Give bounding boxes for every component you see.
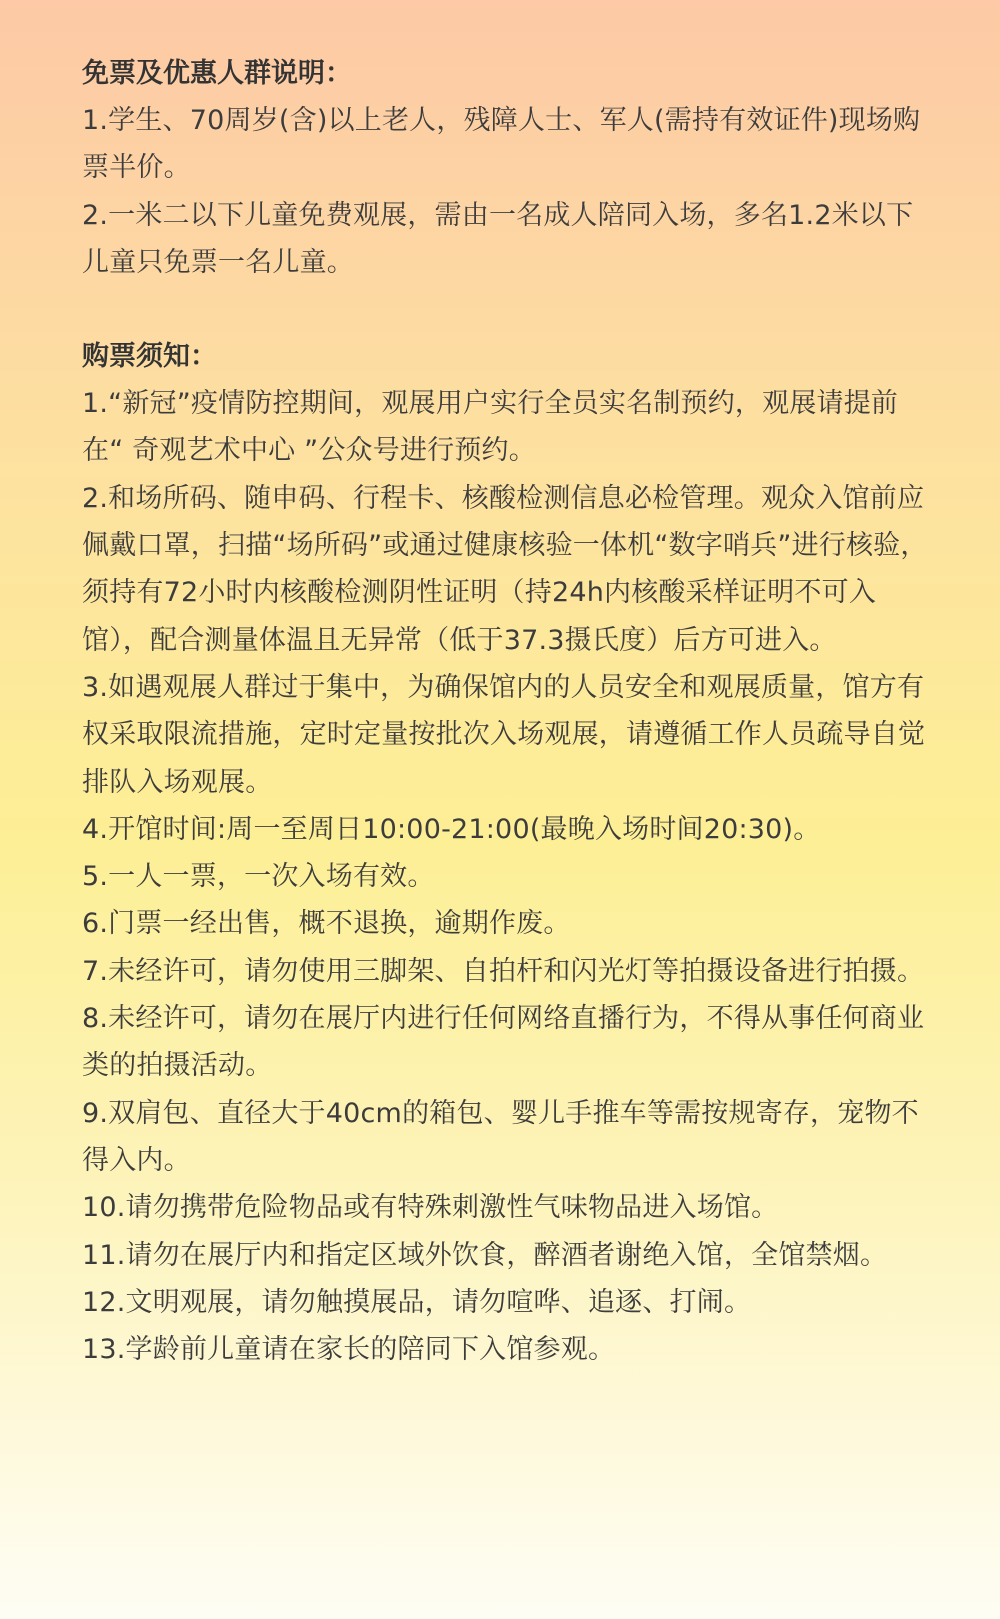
notice-item: 8.未经许可，请勿在展厅内进行任何网络直播行为，不得从事任何商业类的拍摄活动。 bbox=[82, 1003, 925, 1082]
notice-item: 7.未经许可，请勿使用三脚架、自拍杆和闪光灯等拍摄设备进行拍摄。 bbox=[82, 955, 925, 987]
notice-title: 购票须知： bbox=[82, 341, 217, 373]
notice-item: 13.学龄前儿童请在家长的陪同下入馆参观。 bbox=[82, 1334, 616, 1366]
notice-section bbox=[82, 333, 932, 1373]
notice-item: 12.文明观展，请勿触摸展品，请勿喧哗、追逐、打闹。 bbox=[82, 1286, 752, 1318]
notice-item: 3.如遇观展人群过于集中，为确保馆内的人员安全和观展质量，馆方有权采取限流措施，定时定量按批次入场观展，请遵循工作人员疏导自觉排队入场观展。 bbox=[82, 671, 926, 798]
exemption-title: 免票及优惠人群说明： bbox=[82, 58, 352, 89]
exemption-section bbox=[82, 50, 932, 286]
notice-item: 9.双肩包、直径大于40cm的箱包、婴儿手推车等需按规寄存，宠物不得入内。 bbox=[82, 1097, 919, 1176]
notice-item: 4.开馆时间:周一至周日10:00-21:00(最晚入场时间20:30)。 bbox=[82, 813, 821, 845]
notice-item: 5.一人一票，一次入场有效。 bbox=[82, 861, 435, 893]
exemption-item: 2.一米二以下儿童免费观展，需由一名成人陪同入场，多名1.2米以下儿童只免票一名儿童。 bbox=[82, 199, 914, 278]
notice-item: 11.请勿在展厅内和指定区域外饮食，醉酒者谢绝入馆，全馆禁烟。 bbox=[82, 1239, 888, 1271]
notice-item: 6.门票一经出售，概不退换，逾期作废。 bbox=[82, 908, 571, 940]
notice-item: 10.请勿携带危险物品或有特殊刺激性气味物品进入场馆。 bbox=[82, 1192, 779, 1224]
exemption-item: 1.学生、70周岁(含)以上老人，残障人士、军人(需持有效证件)现场购票半价。 bbox=[82, 105, 921, 184]
notice-item: 1.“新冠”疫情防控期间，观展用户实行全员实名制预约，观展请提前在“ 奇观艺术中心 ”公众号进行预约。 bbox=[82, 388, 899, 467]
notice-item: 2.和场所码、随申码、行程卡、核酸检测信息必检管理。观众入馆前应佩戴口罩，扫描“场所码”或通过健康核验一体机“数字哨兵”进行核验，须持有72小时内核酸检测阴性证明（持24h内核酸采样证明不可入馆），配合测量体温且无异常（低于37.3摄氏度）后方可进入。 bbox=[82, 482, 928, 656]
